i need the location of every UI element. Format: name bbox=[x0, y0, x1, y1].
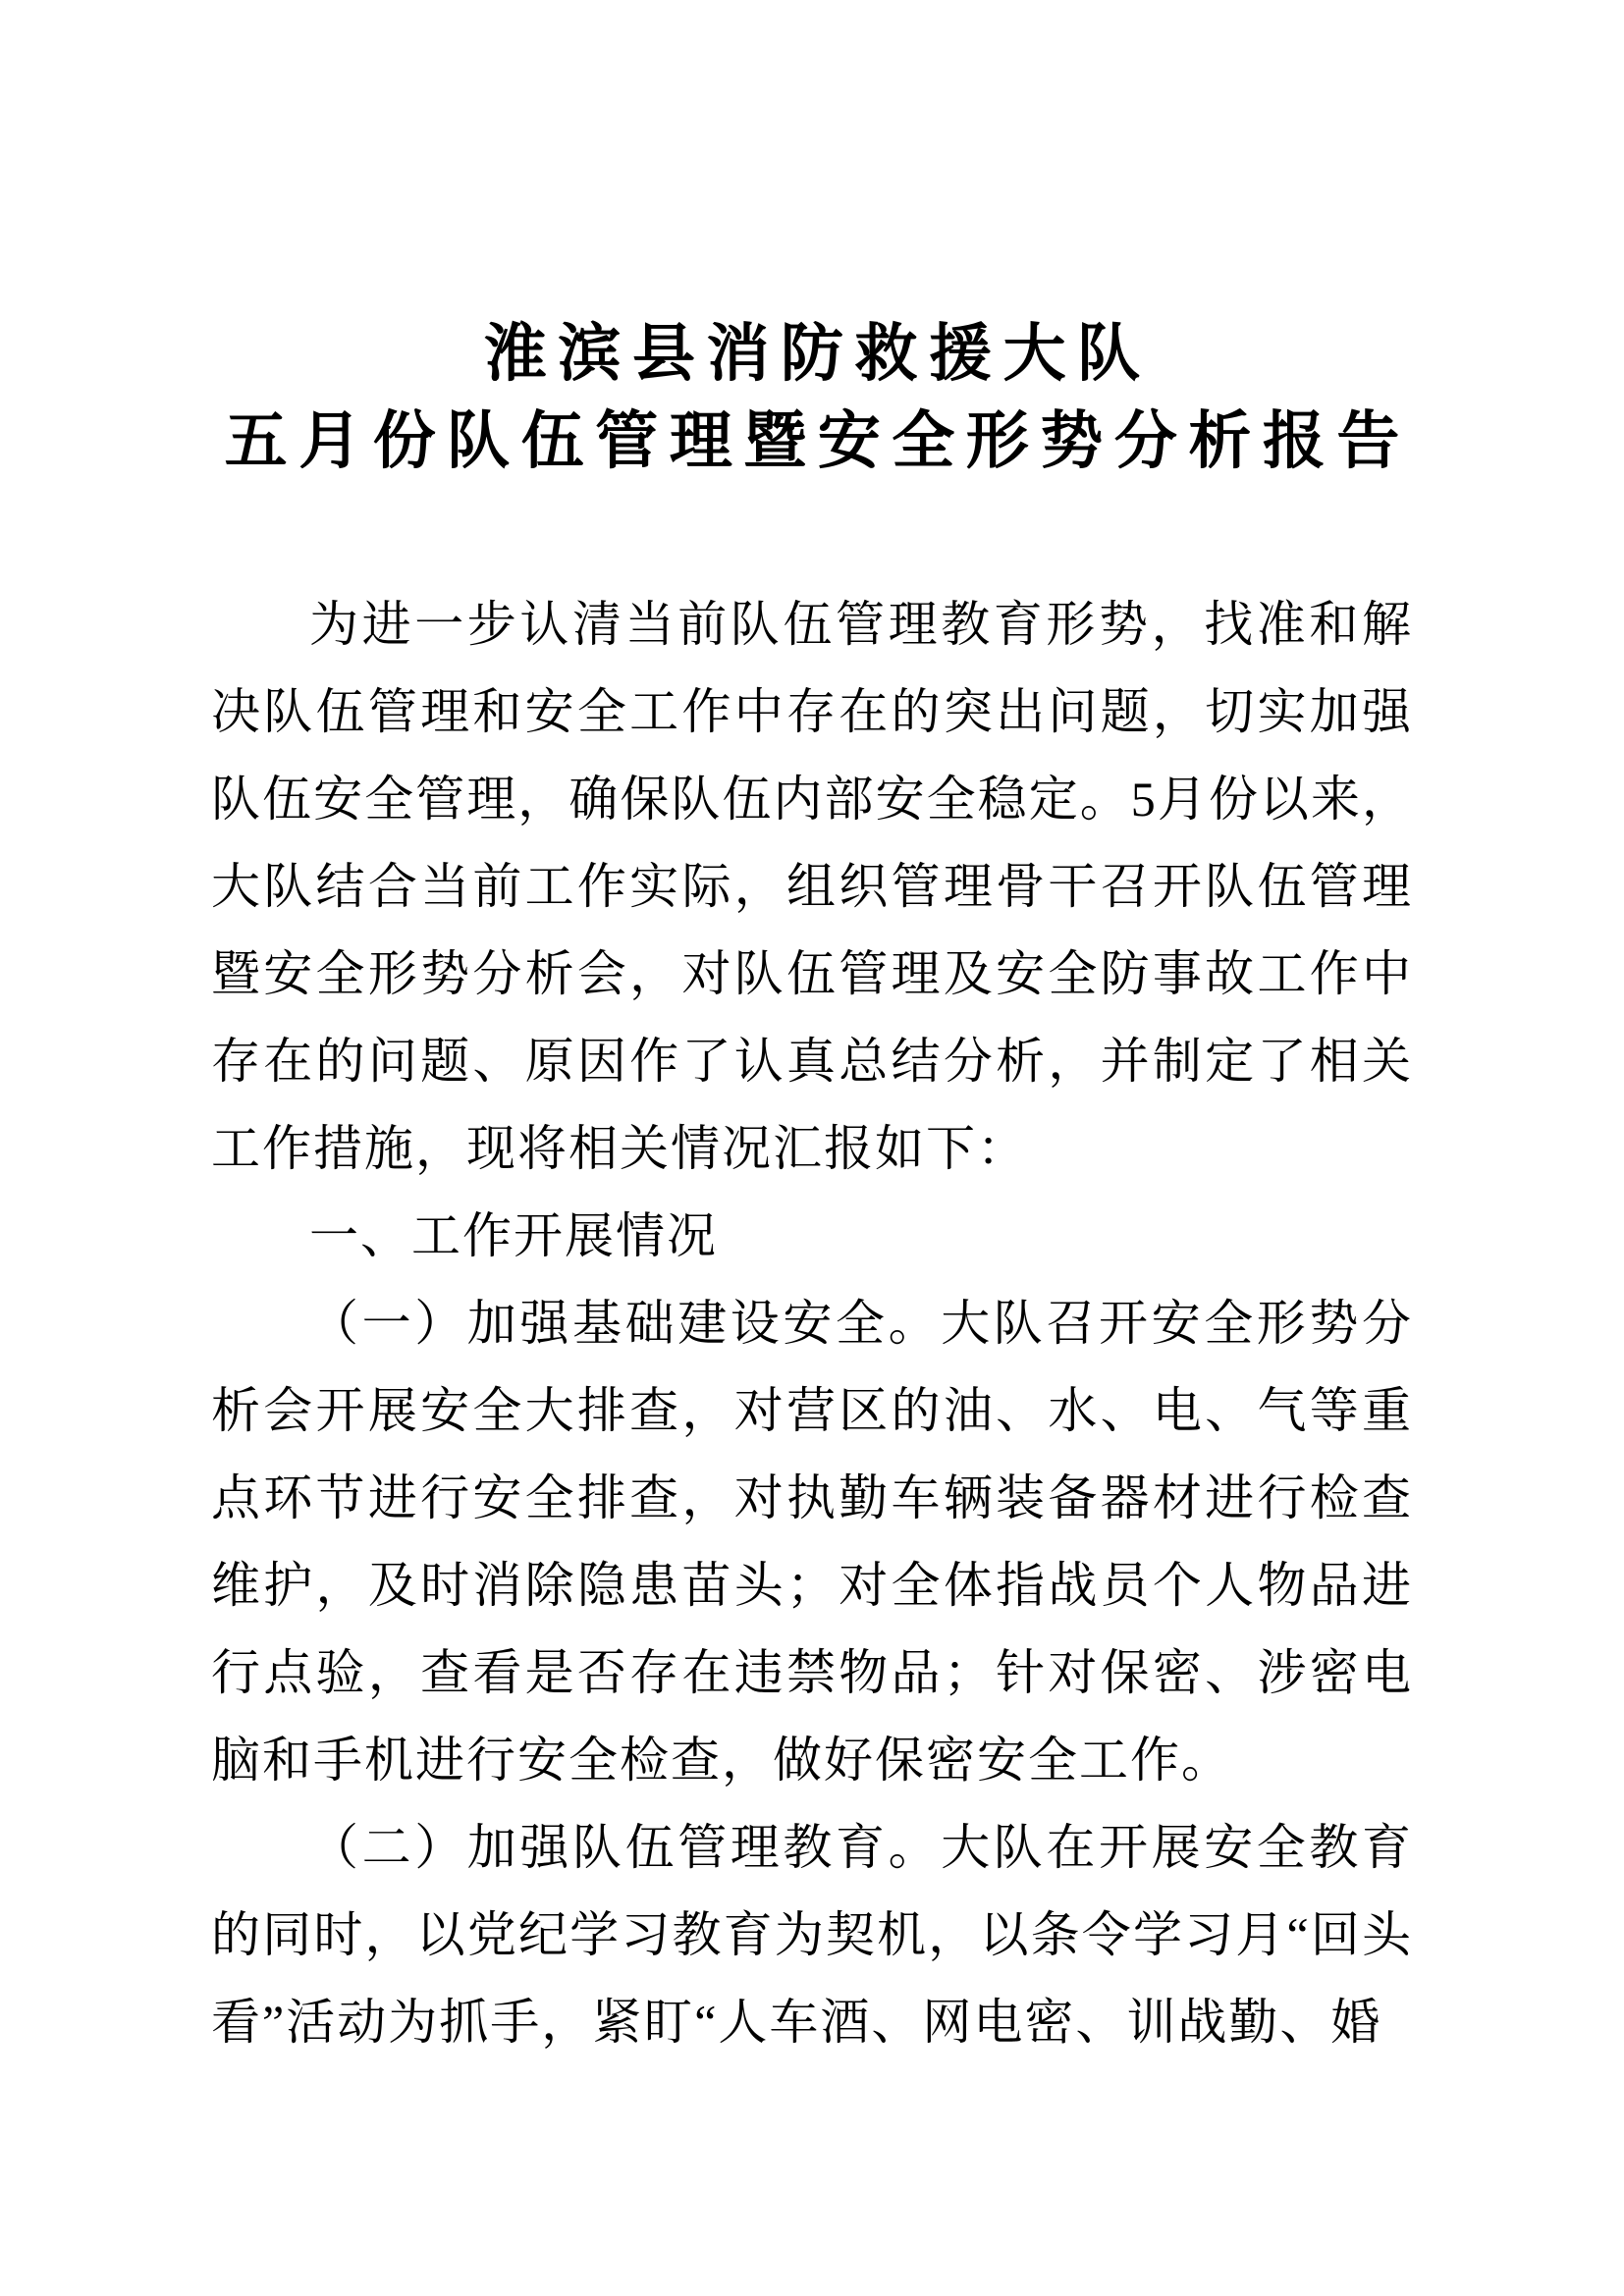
subsection-paragraph-2: （二）加强队伍管理教育。大队在开展安全教育的同时，以党纪学习教育为契机，以条令学习月“回头看”活动为抓手，紧盯“人车酒、网电密、训战勤、婚 bbox=[211, 1820, 1413, 2050]
section-heading-1: 一、工作开展情况 bbox=[309, 1208, 718, 1263]
document-body bbox=[211, 581, 1413, 2066]
subsection-paragraph-1: （一）加强基础建设安全。大队召开安全形势分析会开展安全大排查，对营区的油、水、电、气等重点环节进行安全排查，对执勤车辆装备器材进行检查维护，及时消除隐患苗头；对全体指战员个人物品进行点验，查看是否存在违禁物品；针对保密、涉密电脑和手机进行安全检查，做好保密安全工作。 bbox=[211, 1296, 1413, 1788]
intro-paragraph: 为进一步认清当前队伍管理教育形势，找准和解决队伍管理和安全工作中存在的突出问题，切实加强队伍安全管理，确保队伍内部安全稳定。5月份以来，大队结合当前工作实际，组织管理骨干召开队伍管理暨安全形势分析会，对队伍管理及安全防事故工作中存在的问题、原因作了认真总结分析，并制定了相关工作措施，现将相关情况汇报如下： bbox=[211, 597, 1413, 1176]
title-line-1: 淮滨县消防救援大队 bbox=[483, 319, 1152, 389]
document-title bbox=[211, 310, 1413, 485]
title-line-2: 五月份队伍管理暨安全形势分析报告 bbox=[224, 406, 1411, 476]
